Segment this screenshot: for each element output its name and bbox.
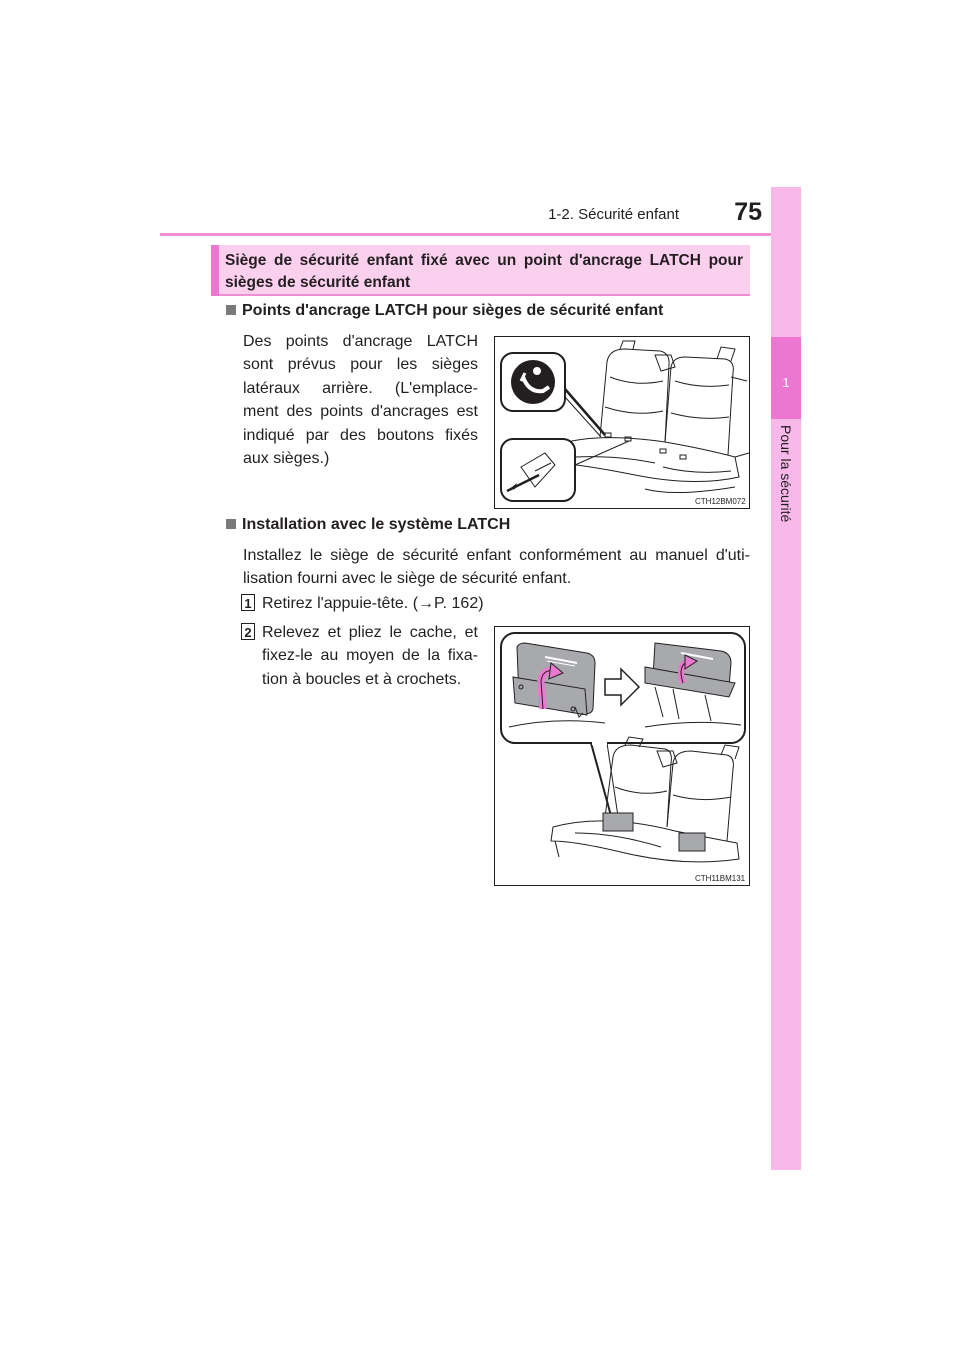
subsection-heading-text: Points d'ancrage LATCH pour sièges de sécurité enfant [242, 302, 664, 319]
side-strip [771, 187, 801, 1170]
anchor-callout [501, 439, 575, 501]
figure-cover-fold [494, 626, 750, 886]
subsection-heading-text: Installation avec le système LATCH [242, 516, 511, 533]
rear-seat-illustration [495, 337, 751, 510]
square-bullet-icon [226, 519, 236, 529]
step-number-2: 2 [241, 623, 255, 640]
step-text-2: Relevez et pliez le cache, et fixez-le au moyen de la fixa-tion à boucles et à crochets. [262, 624, 478, 688]
step-number-1: 1 [241, 594, 255, 611]
subsection-heading-latch-points [226, 302, 663, 320]
subsection-heading-latch-installation [226, 516, 510, 534]
chapter-number: 1 [782, 375, 790, 390]
page-number: 75 [734, 198, 762, 226]
header-rule [160, 233, 800, 236]
section-title-accent [211, 245, 219, 296]
figure-code: CTH11BM131 [695, 874, 746, 883]
latch-points-paragraph: Des points d'ancrage LATCH sont prévus pour les sièges latéraux arrière. (L'emplace-ment des points d'ancrages est indiqué par des boutons fixés aux sièges.) [243, 333, 478, 468]
section-title: Siège de sécurité enfant fixé avec un point d'ancrage LATCH pour sièges de sécurité enfant [225, 252, 743, 291]
square-bullet-icon [226, 305, 236, 315]
child-seat-icon [501, 353, 565, 411]
step-text-1: Retirez l'appuie-tête. (→P. 162) [262, 595, 484, 612]
chapter-label: Pour la sécurité [778, 425, 794, 523]
figure-code: CTH12BM072 [695, 497, 746, 506]
cover-fold-illustration [495, 627, 751, 887]
latch-installation-paragraph: Installez le siège de sécurité enfant conformément au manuel d'uti-lisation fourni avec le siège de sécurité enfant. [243, 547, 750, 588]
header-section-title: 1-2. Sécurité enfant [548, 206, 679, 223]
figure-latch-points [494, 336, 750, 509]
